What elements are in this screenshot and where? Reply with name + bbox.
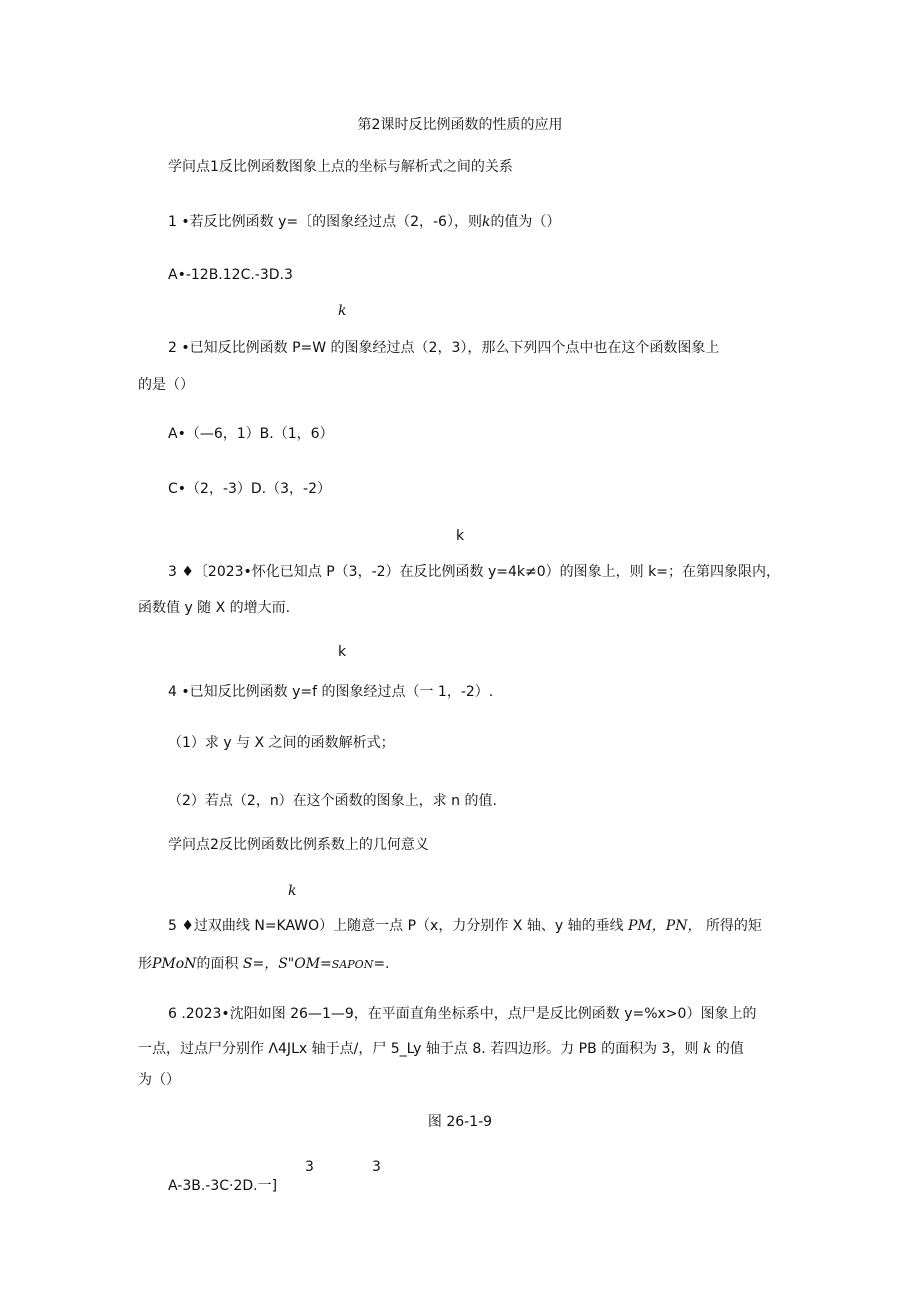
question-4-sub-2: （2）若点（2，n）在这个函数的图象上，求 n 的值. — [168, 793, 497, 809]
question-4-stem: 4 •已知反比例函数 y=f 的图象经过点（一 1，-2）. — [168, 684, 494, 700]
question-3-stem-line-2: 函数值 y 随 X 的增大而. — [138, 600, 291, 616]
question-6-line-1: 6 .2023•沈阳如图 26—1—9，在平面直角坐标系中，点尸是反比例函数 y=%x>0）图象上的 — [168, 1006, 757, 1022]
question-1-stem-tail: 的值为（） — [490, 214, 561, 230]
question-5-line-2-text: 形 — [138, 956, 152, 972]
page-title: 第2课时反比例函数的性质的应用 — [357, 117, 563, 133]
question-6-line-2-text: 一点，过点尸分别作 Λ4JLx 轴于点/，尸 5_Ly 轴于点 8. 若四边形。力 PB 的面积为 3，则 — [138, 1041, 699, 1057]
question-5-line-2 — [138, 955, 390, 974]
question-2-options-cd: C•（2，-3）D.（3，-2） — [168, 481, 331, 497]
question-5-line-1 — [168, 917, 762, 935]
question-6-k: k — [702, 1041, 712, 1057]
question-1-stem — [168, 213, 560, 231]
question-4-sub-1: （1）求 y 与 X 之间的函数解析式； — [168, 735, 395, 751]
question-5-line-2-rect: PMoN — [152, 956, 197, 972]
section-heading-2: 学问点2反比例函数比例系数上的几何意义 — [168, 837, 429, 853]
question-1-options: A•-12B.12C.-3D.3 — [168, 267, 293, 283]
question-6-line-3: 为（） — [138, 1072, 180, 1088]
question-5-line-2-subscript: SAPON — [331, 958, 374, 971]
question-6-fraction-numerator-1: 3 — [305, 1159, 314, 1175]
question-5-line-2-formula: S=，S"OM= — [242, 956, 332, 972]
question-3-stem-line-1: 3 ♦〔2023•怀化已知点 P（3，-2）在反比例函数 y=4k≠0）的图象上，则 k=；在第四象限内， — [168, 564, 780, 580]
figure-caption: 图 26-1-9 — [427, 1114, 493, 1130]
question-6-line-2 — [138, 1040, 744, 1058]
question-5-k-fragment: k — [288, 883, 297, 899]
question-5-line-2-tail: =. — [373, 956, 390, 972]
section-heading-1: 学问点1反比例函数图象上点的坐标与解析式之间的关系 — [168, 159, 513, 175]
question-3-k-fragment: k — [456, 528, 465, 544]
question-2-stem-line-1: 2 •已知反比例函数 P=W 的图象经过点（2，3），那么下列四个点中也在这个函数图象上 — [168, 340, 720, 356]
question-2-k-fragment: k — [338, 303, 347, 319]
question-6-options: A-3B.-3C·2D.一] — [168, 1178, 278, 1194]
question-6-fraction-numerator-2: 3 — [372, 1159, 381, 1175]
question-5-line-2-area: 的面积 — [196, 956, 239, 972]
question-2-options-ab: A•（—6，1）B.（1，6） — [168, 426, 334, 442]
question-5-line-1-tail: 所得的矩 — [705, 918, 762, 934]
question-1-k: k — [481, 214, 491, 230]
question-6-line-2-tail: 的值 — [715, 1041, 744, 1057]
question-5-line-1-text: 5 ♦过双曲线 N=KAWO）上随意一点 P（x，力分别作 X 轴、y 轴的垂线 — [168, 918, 624, 934]
question-4-k-fragment: k — [338, 644, 347, 660]
question-2-stem-line-2: 的是（） — [138, 377, 194, 393]
question-5-line-1-italic: PM，PN， — [628, 918, 702, 934]
question-1-stem-text: 1 •若反比例函数 y=〔的图象经过点（2，-6），则 — [168, 214, 482, 230]
